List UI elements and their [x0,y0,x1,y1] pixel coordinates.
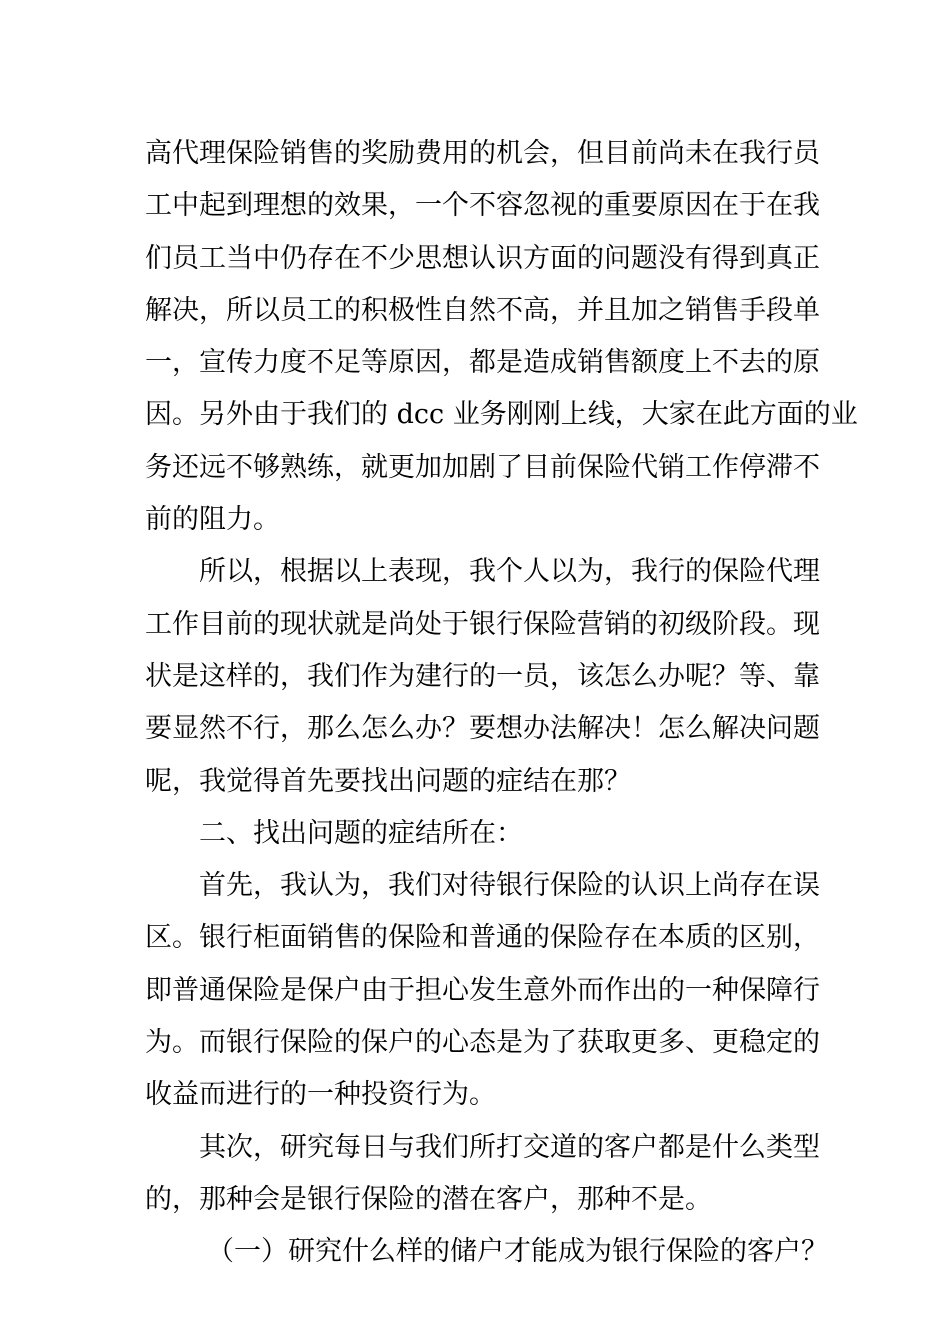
body-text [145,128,858,1279]
text-line: 呢，我觉得首先要找出问题的症结在那？ [145,765,631,797]
paragraph-start: 首先，我认为，我们对待银行保险的认识上尚存在误 [199,870,820,902]
text-line: 要显然不行，那么怎么办？要想办法解决！怎么解决问题 [145,713,820,745]
text-line: 为。而银行保险的保户的心态是为了获取更多、更稳定的 [145,1027,820,1059]
text-line: 们员工当中仍存在不少思想认识方面的问题没有得到真正 [145,242,820,274]
subsection-heading: （一）研究什么样的储户才能成为银行保险的客户？ [207,1236,828,1268]
text-line: 前的阻力。 [145,504,280,536]
paragraph-start: 所以，根据以上表现，我个人以为，我行的保险代理 [199,556,820,588]
text-line: 因。另外由于我们的 dcc 业务刚刚上线，大家在此方面的业 [145,399,858,431]
text-line: 区。银行柜面销售的保险和普通的保险存在本质的区别， [145,922,820,954]
text-line: 务还远不够熟练，就更加加剧了目前保险代销工作停滞不 [145,451,820,483]
text-line: 收益而进行的一种投资行为。 [145,1079,496,1111]
text-line: 高代理保险销售的奖励费用的机会，但目前尚未在我行员 [145,138,820,169]
text-line: 一，宣传力度不足等原因，都是造成销售额度上不去的原 [145,347,820,379]
text-line: 即普通保险是保户由于担心发生意外而作出的一种保障行 [145,974,820,1006]
text-line: 工中起到理想的效果，一个不容忽视的重要原因在于在我 [145,190,820,222]
text-line: 状是这样的，我们作为建行的一员，该怎么办呢？等、靠 [145,660,820,692]
section-heading: 二、找出问题的症结所在： [199,817,523,849]
text-line: 工作目前的现状就是尚处于银行保险营销的初级阶段。现 [145,608,820,640]
text-line: 解决，所以员工的积极性自然不高，并且加之销售手段单 [145,294,820,326]
paragraph-start: 其次，研究每日与我们所打交道的客户都是什么类型 [199,1131,820,1163]
text-line: 的，那种会是银行保险的潜在客户，那种不是。 [145,1183,712,1215]
